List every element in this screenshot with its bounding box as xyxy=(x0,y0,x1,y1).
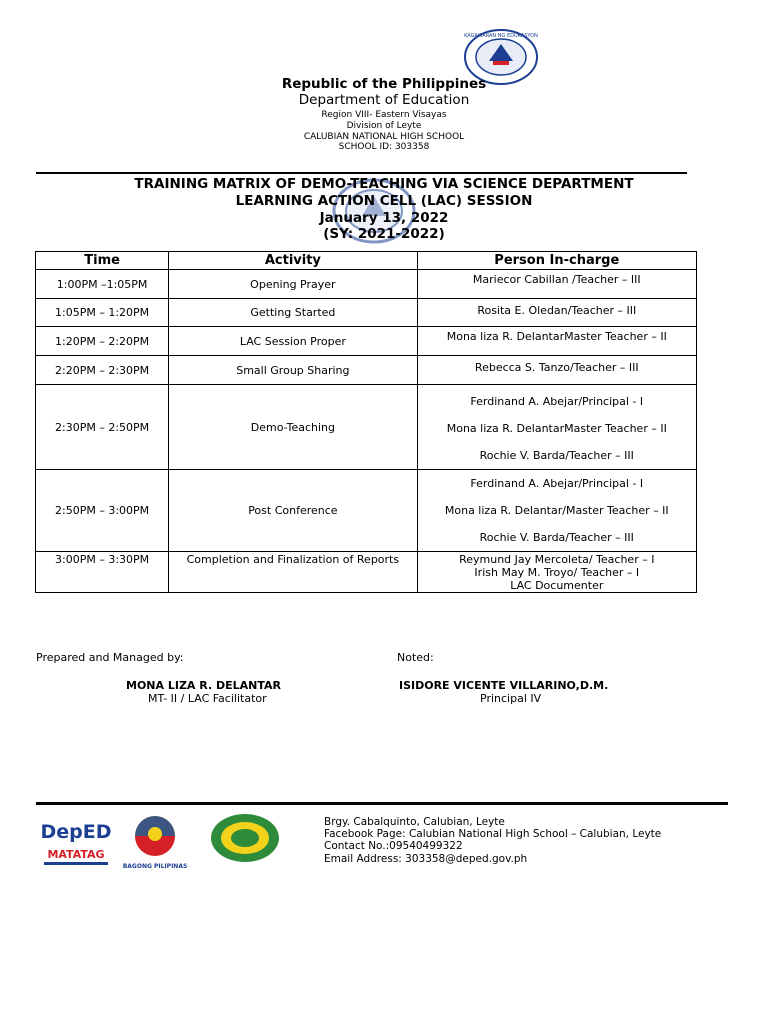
person-name: Irish May M. Troyo/ Teacher – I xyxy=(474,566,640,579)
person-name: Rosita E. Oledan/Teacher – III xyxy=(477,304,637,317)
header-divider xyxy=(36,172,687,174)
person-cell xyxy=(417,299,696,327)
activity-cell: Post Conference xyxy=(169,470,417,552)
footer-facebook: Facebook Page: Calubian National High School – Calubian, Leyte xyxy=(324,828,662,840)
noted-label: Noted: xyxy=(397,651,434,664)
person-cell xyxy=(417,470,696,552)
training-matrix-table xyxy=(35,251,697,593)
column-header-person: Person In-charge xyxy=(417,252,696,270)
person-name: LAC Documenter xyxy=(510,579,604,592)
title-school-year: (SY: 2021-2022) xyxy=(323,226,445,242)
bagong-pilipinas-text: BAGONG PILIPINAS xyxy=(122,863,188,870)
deped-matatag-logo xyxy=(38,816,114,870)
matatag-wordmark: MATATAG xyxy=(47,848,105,861)
column-header-activity: Activity xyxy=(169,252,417,270)
bagong-pilipinas-logo xyxy=(118,812,192,872)
table-row xyxy=(36,356,697,385)
person-name: Rebecca S. Tanzo/Teacher – III xyxy=(474,361,639,374)
time-cell: 3:00PM – 3:30PM xyxy=(36,552,169,593)
title-date: January 13, 2022 xyxy=(319,210,449,226)
title-line-2: LEARNING ACTION CELL (LAC) SESSION xyxy=(235,193,533,209)
activity-cell: Demo-Teaching xyxy=(169,385,417,470)
table-header-row xyxy=(36,252,697,270)
time-cell: 2:20PM – 2:30PM xyxy=(36,356,169,385)
person-name: Reymund Jay Mercoleta/ Teacher – I xyxy=(459,553,655,566)
person-name: Ferdinand A. Abejar/Principal - I xyxy=(470,477,644,490)
table-row xyxy=(36,327,697,356)
svg-text:KAGAWARAN NG EDUKASYON: KAGAWARAN NG EDUKASYON xyxy=(464,33,538,39)
table-row xyxy=(36,385,697,470)
republic-heading: Republic of the Philippines xyxy=(281,76,487,92)
person-name: Mona liza R. DelantarMaster Teacher – II xyxy=(446,330,667,343)
person-cell xyxy=(417,385,696,470)
time-cell: 1:05PM – 1:20PM xyxy=(36,299,169,327)
division-text: Division of Leyte xyxy=(346,121,422,131)
school-id: SCHOOL ID: 303358 xyxy=(338,142,430,152)
noted-position: Principal IV xyxy=(480,692,542,705)
prepared-position: MT- II / LAC Facilitator xyxy=(148,692,267,705)
prepared-label: Prepared and Managed by: xyxy=(36,651,184,664)
activity-cell: LAC Session Proper xyxy=(169,327,417,356)
footer-address: Brgy. Cabalquinto, Calubian, Leyte xyxy=(324,816,505,828)
school-name: CALUBIAN NATIONAL HIGH SCHOOL xyxy=(303,132,465,142)
table-row xyxy=(36,470,697,552)
person-cell xyxy=(417,270,696,299)
column-header-time: Time xyxy=(36,252,169,270)
title-line-1: TRAINING MATRIX OF DEMO-TEACHING VIA SCIENCE DEPARTMENT xyxy=(134,176,634,192)
person-cell xyxy=(417,327,696,356)
person-name: Mona liza R. DelantarMaster Teacher – II xyxy=(446,422,667,435)
time-cell: 1:20PM – 2:20PM xyxy=(36,327,169,356)
prepared-name: MONA LIZA R. DELANTAR xyxy=(126,679,281,692)
person-cell xyxy=(417,552,696,593)
noted-name: ISIDORE VICENTE VILLARINO,D.M. xyxy=(399,679,609,692)
activity-cell: Small Group Sharing xyxy=(169,356,417,385)
table-row xyxy=(36,552,697,593)
person-name: Ferdinand A. Abejar/Principal - I xyxy=(470,395,644,408)
person-name: Rochie V. Barda/Teacher – III xyxy=(479,531,634,544)
activity-cell: Completion and Finalization of Reports xyxy=(169,552,417,593)
school-seal-logo xyxy=(210,813,280,863)
person-name: Rochie V. Barda/Teacher – III xyxy=(479,449,634,462)
time-cell: 1:00PM –1:05PM xyxy=(36,270,169,299)
person-cell xyxy=(417,356,696,385)
time-cell: 2:50PM – 3:00PM xyxy=(36,470,169,552)
deped-wordmark: DepED xyxy=(40,821,112,843)
footer-email: Email Address: 303358@deped.gov.ph xyxy=(324,853,528,865)
activity-cell: Opening Prayer xyxy=(169,270,417,299)
time-cell: 2:30PM – 2:50PM xyxy=(36,385,169,470)
footer-contact: Contact No.:09540499322 xyxy=(324,840,463,852)
person-name: Mariecor Cabillan /Teacher – III xyxy=(472,273,641,286)
footer-divider xyxy=(36,802,728,805)
table-row xyxy=(36,299,697,327)
department-heading: Department of Education xyxy=(298,92,470,108)
activity-cell: Getting Started xyxy=(169,299,417,327)
region-text: Region VIII- Eastern Visayas xyxy=(321,110,447,120)
person-name: Mona liza R. Delantar/Master Teacher – II xyxy=(444,504,669,517)
table-row xyxy=(36,270,697,299)
